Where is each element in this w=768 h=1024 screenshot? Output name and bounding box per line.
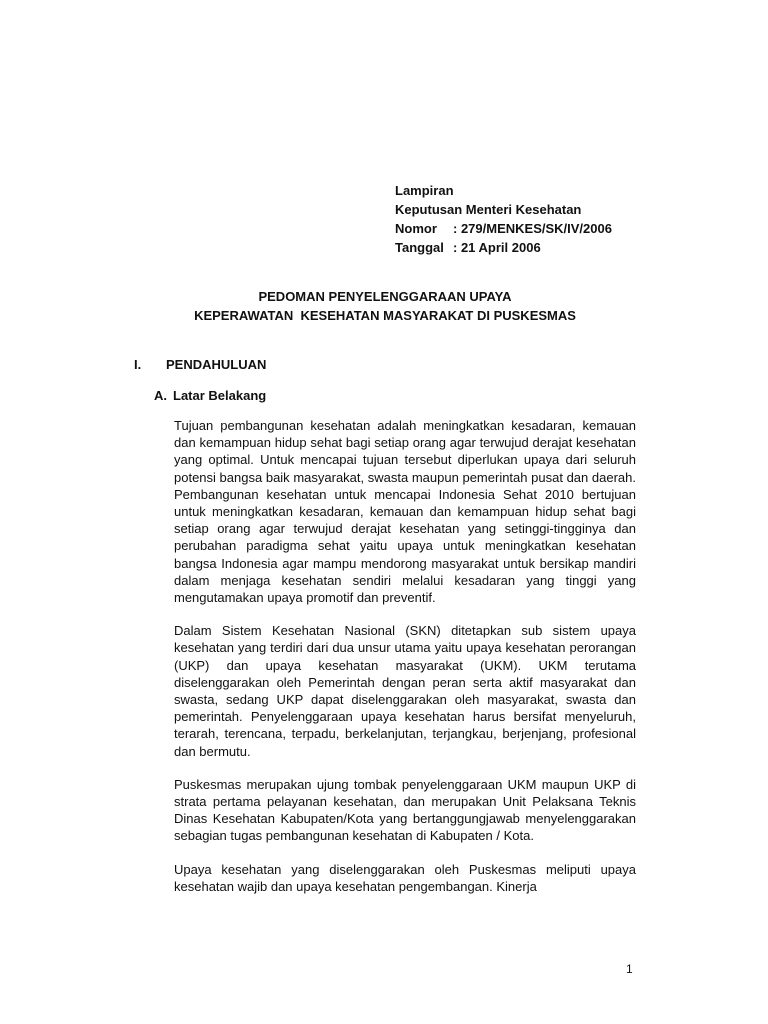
attachment-header: [395, 181, 612, 257]
document-title: [0, 287, 768, 325]
tanggal-value: : 21 April 2006: [453, 240, 541, 255]
tanggal-label: Tanggal: [395, 240, 444, 255]
subsection-letter: A.: [154, 388, 167, 403]
paragraph: Upaya kesehatan yang diselenggarakan oleh Puskesmas meliputi upaya kesehatan wajib dan upaya kesehatan pengembangan. Kinerja: [174, 861, 636, 894]
attachment-label: Lampiran: [395, 183, 454, 198]
nomor-value: : 279/MENKES/SK/IV/2006: [453, 221, 612, 236]
paragraph: Puskesmas merupakan ujung tombak penyelenggaraan UKM maupun UKP di strata pertama pelayanan kesehatan, dan merupakan Unit Pelaksana Teknis Dinas Kesehatan Kabupaten/Kota yang bertanggungjawab menyelenggarakan sebagian tugas pembangunan kesehatan di Kabupaten / Kota.: [174, 776, 636, 844]
section-heading: [134, 357, 266, 372]
body-text: [174, 417, 636, 911]
decree-number-row: [395, 219, 612, 238]
page-number: 1: [626, 962, 633, 976]
nomor-label: Nomor: [395, 221, 437, 236]
title-line-1: PEDOMAN PENYELENGGARAAN UPAYA: [258, 289, 512, 304]
subsection-title: Latar Belakang: [173, 388, 267, 403]
subsection-heading: [154, 388, 266, 403]
decree-date-row: [395, 238, 612, 257]
paragraph: Dalam Sistem Kesehatan Nasional (SKN) ditetapkan sub sistem upaya kesehatan yang terdiri dari dua unsur utama yaitu upaya kesehatan perorangan (UKP) dan upaya kesehatan masyarakat (UKM). UKM terutama diselenggarakan oleh Pemerintah dengan peran serta aktif masyarakat dan swasta, sedang UKP dapat diselenggarakan oleh masyarakat, swasta dan pemerintah. Penyelenggaraan upaya kesehatan harus bersifat menyeluruh, terarah, terencana, terpadu, berkelanjutan, terjangkau, berjenjang, profesional dan bermutu.: [174, 623, 636, 759]
section-number: I.: [134, 357, 142, 372]
section-title: PENDAHULUAN: [166, 357, 267, 372]
decree-title: Keputusan Menteri Kesehatan: [395, 202, 582, 217]
paragraph: Tujuan pembangunan kesehatan adalah meningkatkan kesadaran, kemauan dan kemampuan hidup sehat bagi setiap orang agar terwujud derajat kesehatan yang optimal. Untuk mencapai tujuan tersebut diperlukan upaya dari seluruh potensi bangsa baik masyarakat, swasta maupun pemerintah pusat dan daerah. Pembangunan kesehatan untuk mencapai Indonesia Sehat 2010 bertujuan untuk meningkatkan kesadaran, kemauan dan kemampuan hidup sehat bagi setiap orang agar terwujud derajat kesehatan yang setinggi-tingginya dan perubahan paradigma sehat yaitu upaya untuk meningkatkan kesehatan bangsa Indonesia agar mampu mendorong masyarakat untuk bersikap mandiri dalam menjaga kesehatan sendiri melalui kesadaran yang tinggi yang mengutamakan upaya promotif dan preventif.: [174, 418, 636, 606]
title-line-2: KEPERAWATAN KESEHATAN MASYARAKAT DI PUSKESMAS: [194, 308, 576, 323]
